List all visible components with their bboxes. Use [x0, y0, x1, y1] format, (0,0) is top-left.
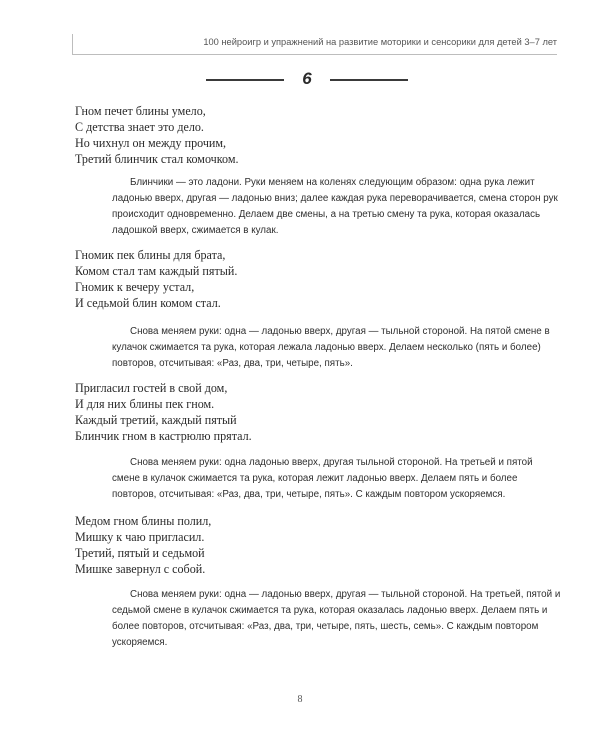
- instruction-text: Блинчики — это ладони. Руки меняем на коленях следующим образом: одна рука лежит ладонью вверх, другая — ладонью вниз; далее каждая рука переворачивается, смена сторон рук происходит одновременно. Делаем две смены, а на третью смену та рука, которая оказалась ладошкой вверх, сжимается в кулак.: [112, 177, 558, 236]
- page-number: 8: [297, 694, 303, 705]
- verse-line: Пригласил гостей в свой дом,: [75, 381, 228, 395]
- verse-line: Гном печет блины умело,: [75, 104, 206, 118]
- verse-line: Гномик пек блины для брата,: [75, 248, 226, 262]
- verse-line: Гномик к вечеру устал,: [75, 280, 195, 294]
- section-number: 6: [302, 69, 312, 88]
- instruction-4: [112, 587, 562, 651]
- verse-1: [75, 103, 239, 167]
- verse-line: Блинчик гном в кастрюлю прятал.: [75, 429, 252, 443]
- heading-rule-right: [330, 79, 408, 81]
- verse-line: Мишке завернул с собой.: [75, 562, 206, 576]
- verse-line: Мишку к чаю пригласил.: [75, 530, 205, 544]
- instruction-1: [112, 175, 562, 239]
- instruction-3: [112, 455, 562, 503]
- instruction-2: [112, 324, 562, 372]
- section-heading: [206, 68, 408, 90]
- verse-line: Но чихнул он между прочим,: [75, 136, 227, 150]
- verse-line: Медом гном блины полил,: [75, 514, 212, 528]
- header-title: 100 нейроигр и упражнений на развитие моторики и сенсорики для детей 3–7 лет: [203, 37, 557, 47]
- heading-rule-left: [206, 79, 284, 81]
- verse-line: И седьмой блин комом стал.: [75, 296, 221, 310]
- verse-line: Комом стал там каждый пятый.: [75, 264, 238, 278]
- verse-3: [75, 380, 252, 444]
- verse-line: Третий, пятый и седьмой: [75, 546, 205, 560]
- instruction-text: Снова меняем руки: одна — ладонью вверх, другая — тыльной стороной. На пятой смене в кулачок сжимается та рука, которая лежала ладонью вверх. Делаем несколько (пять и более) повторов, отсчитывая: «Раз, два, три, четыре, пять».: [112, 326, 550, 369]
- verse-line: Третий блинчик стал комочком.: [75, 152, 239, 166]
- verse-2: [75, 247, 237, 311]
- instruction-text: Снова меняем руки: одна — ладонью вверх, другая — тыльной стороной. На третьей, пятой и седьмой смене в кулачок сжимается та рука, которая оказалась ладонью вверх. Делаем пять и более повторов, отсчитывая: «Раз, два, три, четыре, пять, шесть, семь». С каждым повтором ускоряемся.: [112, 589, 561, 648]
- instruction-text: Снова меняем руки: одна ладонью вверх, другая тыльной стороной. На третьей и пятой смене в кулачок сжимается та рука, которая лежит ладонью вверх. Делаем пять и более повторов, отсчитывая: «Раз, два, три, четыре, пять». С каждым повтором ускоряемся.: [112, 457, 533, 500]
- verse-line: Каждый третий, каждый пятый: [75, 413, 237, 427]
- verse-line: С детства знает это дело.: [75, 120, 204, 134]
- running-header: [72, 34, 557, 55]
- verse-4: [75, 513, 211, 577]
- verse-line: И для них блины пек гном.: [75, 397, 215, 411]
